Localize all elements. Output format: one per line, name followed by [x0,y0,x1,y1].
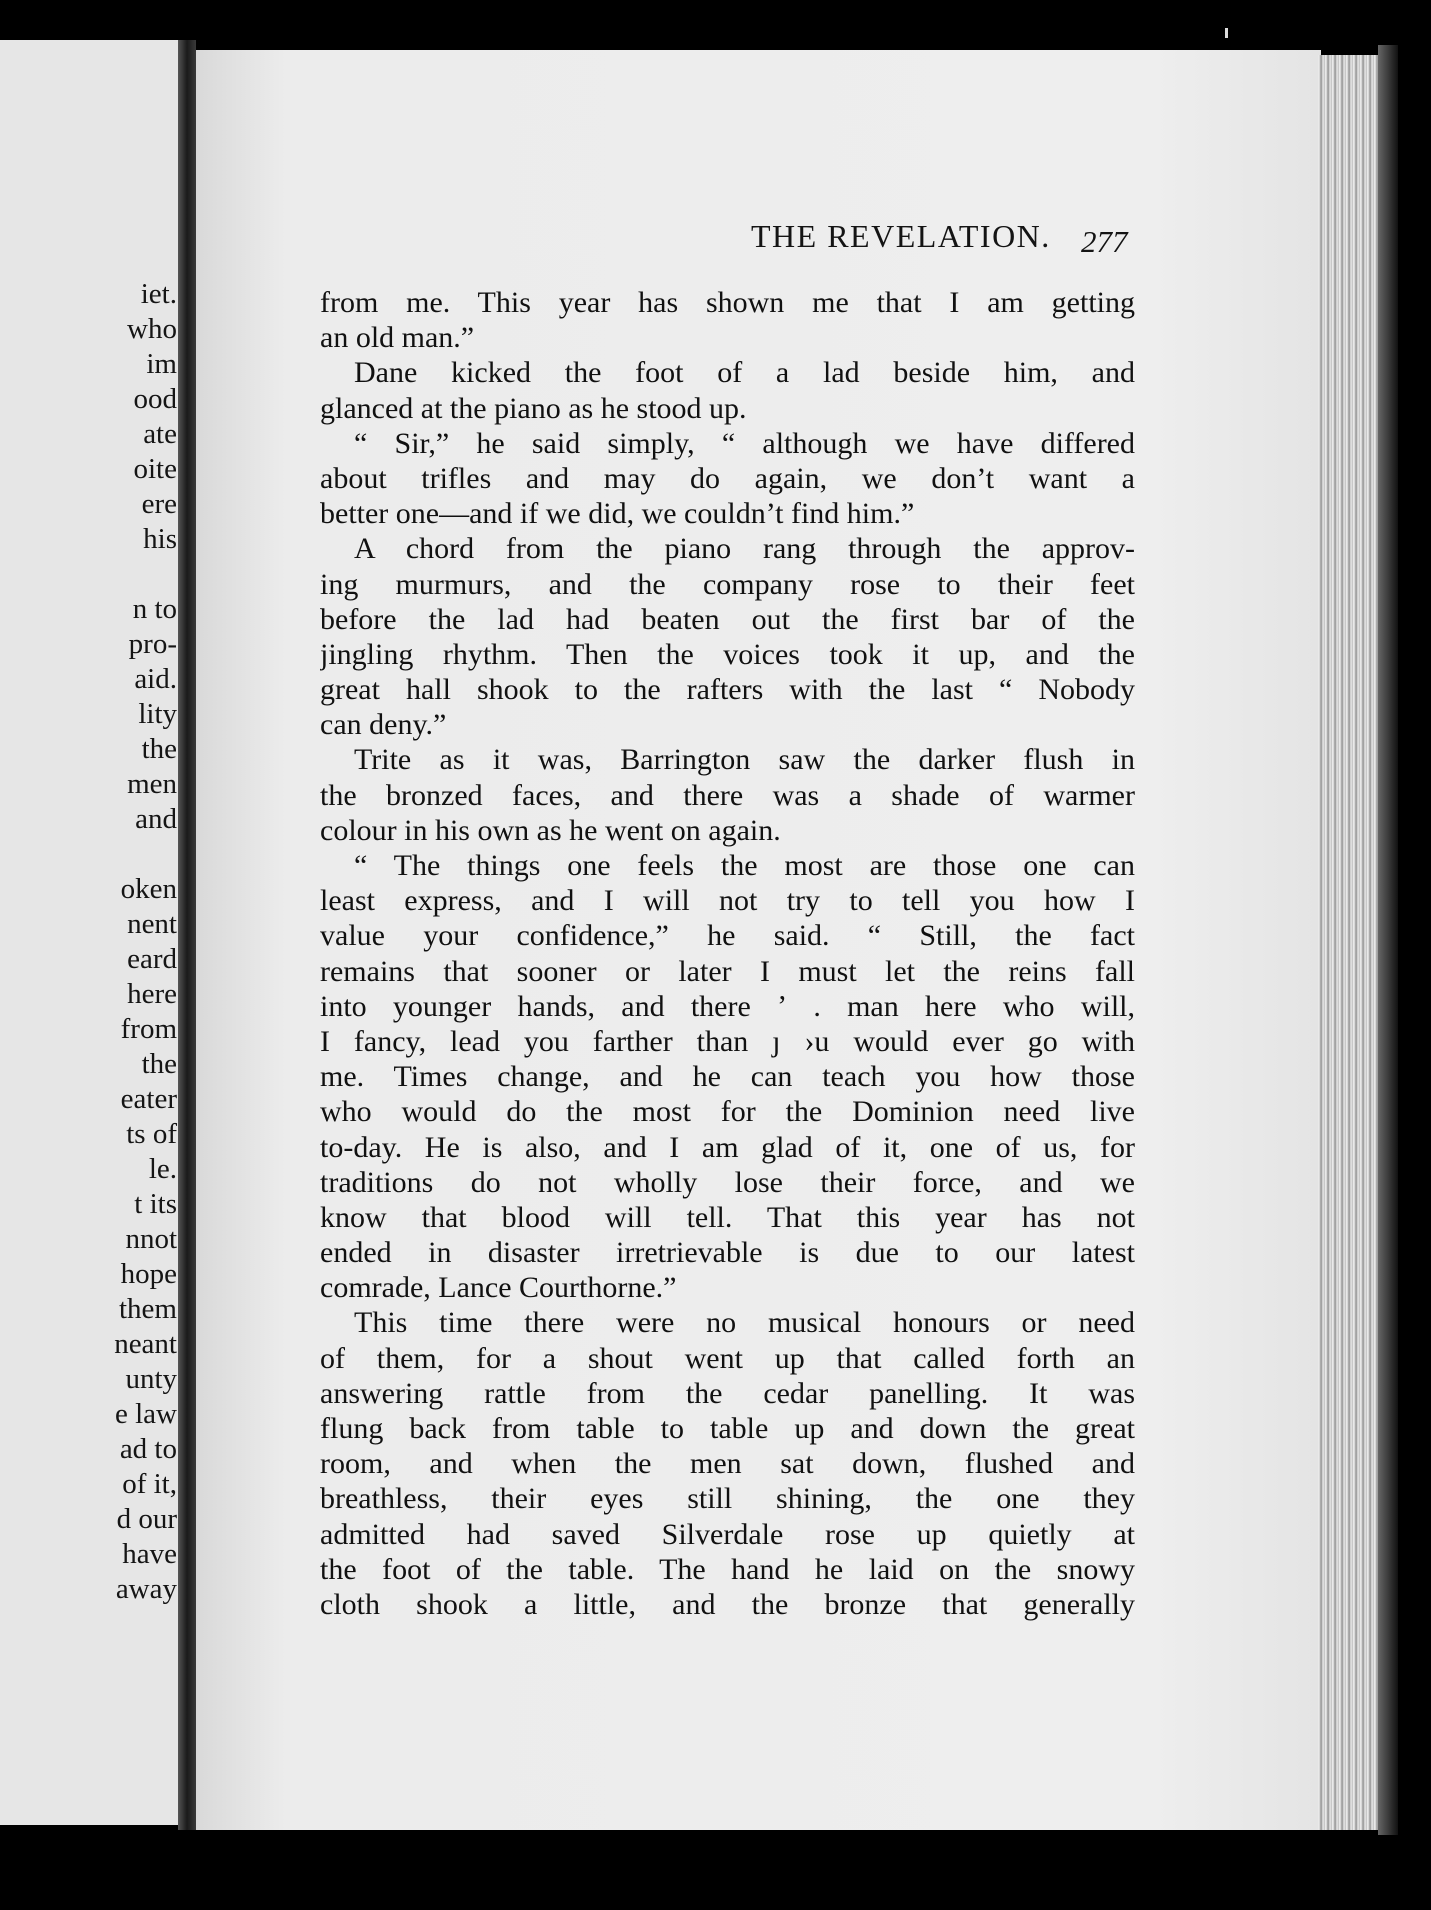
left-page-fragment: his [143,523,177,555]
text-line: Dane kicked the foot of a lad beside him, and [354,356,1135,390]
left-page-fragment: nnot [125,1223,177,1255]
left-page-fragment: here [127,978,177,1010]
left-page-fragment: away [115,1573,177,1605]
text-line: flung back from table to table up and down the great [320,1412,1135,1445]
text-line: A chord from the piano rang through the approv- [354,532,1135,566]
page-number: 277 [1081,224,1128,259]
left-page-edge [0,40,185,1825]
left-page-fragment: im [146,348,177,380]
left-page-fragment: and [135,803,177,835]
left-page-fragment: hope [120,1258,177,1290]
left-page-fragment: men [127,768,177,800]
left-page-fragment: e law [115,1398,177,1430]
text-line: answering rattle from the cedar panelling. It was [320,1376,1135,1410]
text-line: traditions do not wholly lose their force, and we [320,1165,1135,1199]
text-line: know that blood will tell. That this year has not [320,1200,1135,1234]
left-page-fragment: t its [134,1188,177,1220]
text-line: remains that sooner or later I must let the reins fall [320,954,1135,988]
text-line: “ The things one feels the most are those one can [354,849,1135,882]
running-head: THE REVELATION. [751,218,1051,254]
left-page-fragment [7,837,177,872]
left-page-fragment: pro- [128,628,177,660]
page-stack-shadow [1378,45,1398,1835]
text-line: admitted had saved Silverdale rose up quietly at [320,1517,1135,1551]
left-page-fragment: have [122,1538,177,1570]
left-page-fragment: le. [148,1153,177,1185]
text-line: before the lad had beaten out the first bar of the [320,602,1135,636]
text-line: glanced at the piano as he stood up. [320,391,747,425]
text-line: ended in disaster irretrievable is due to our latest [320,1236,1135,1270]
left-page-fragment: oite [133,453,177,485]
left-page-fragment: ts of [126,1118,177,1150]
scan-speck [1225,28,1228,38]
text-line: least express, and I will not try to tell you how I [320,884,1135,918]
text-line: from me. This year has shown me that I am getting [320,286,1135,319]
text-line: colour in his own as he went on again. [320,813,781,847]
left-page-fragment: d our [116,1503,177,1535]
text-line: room, and when the men sat down, flushed and [320,1447,1135,1481]
text-line: of them, for a shout went up that called forth an [320,1341,1135,1375]
text-line: into younger hands, and there ʼ . man here who will, [320,989,1135,1023]
text-line: Trite as it was, Barrington saw the darker flush in [354,743,1135,777]
text-line: ing murmurs, and the company rose to their feet [320,567,1135,601]
text-line: an old man.” [320,321,475,355]
left-page-fragment: lity [138,698,177,730]
left-page-fragment: unty [125,1363,177,1395]
text-line: cloth shook a little, and the bronze that generally [320,1587,1135,1621]
book-gutter [178,40,196,1830]
left-page-fragment: who [127,313,177,345]
text-line: comrade, Lance Courthorne.” [320,1271,677,1305]
left-page-fragment: n to [132,593,177,625]
text-line: jingling rhythm. Then the voices took it up, and the [320,637,1135,671]
page-stack-edge [1318,55,1380,1830]
text-line: to-day. He is also, and I am glad of it, one of us, for [320,1130,1135,1164]
text-line: great hall shook to the rafters with the last “ Nobody [320,673,1135,707]
body-text [320,285,1135,1622]
left-page-fragment: of it, [122,1468,177,1500]
text-line: me. Times change, and he can teach you how those [320,1060,1135,1094]
text-line: who would do the most for the Dominion need live [320,1095,1135,1129]
right-page [196,50,1321,1830]
left-page-fragment: the [141,733,177,765]
left-page-text-fragments [7,277,177,1607]
text-line: I fancy, lead you farther than ȷ ›u would ever go with [320,1024,1135,1058]
text-line: This time there were no musical honours or need [354,1306,1135,1340]
left-page-fragment: ere [141,488,177,520]
left-page-fragment: neant [114,1328,177,1360]
left-page-fragment: eater [120,1083,177,1115]
text-line: “ Sir,” he said simply, “ although we have differed [354,426,1135,460]
left-page-fragment: aid. [134,663,177,695]
left-page-fragment: ad to [119,1433,177,1465]
left-page-fragment: iet. [140,278,177,310]
left-page-fragment [7,557,177,592]
text-line: the bronzed faces, and there was a shade of warmer [320,778,1135,812]
left-page-fragment: from [120,1013,177,1045]
left-page-fragment: nent [127,908,177,940]
text-line: about trifles and may do again, we don’t want a [320,461,1135,495]
text-line: breathless, their eyes still shining, the one they [320,1482,1135,1516]
left-page-fragment: eard [127,943,177,975]
left-page-fragment: them [119,1293,177,1325]
text-line: can deny.” [320,708,447,742]
left-page-fragment: ood [133,383,177,415]
text-line: the foot of the table. The hand he laid on the snowy [320,1552,1135,1586]
left-page-fragment: ate [143,418,177,450]
left-page-fragment: the [141,1048,177,1080]
text-line: value your confidence,” he said. “ Still, the fact [320,919,1135,953]
text-line: better one—and if we did, we couldn’t find him.” [320,497,915,531]
left-page-fragment: oken [120,873,177,905]
